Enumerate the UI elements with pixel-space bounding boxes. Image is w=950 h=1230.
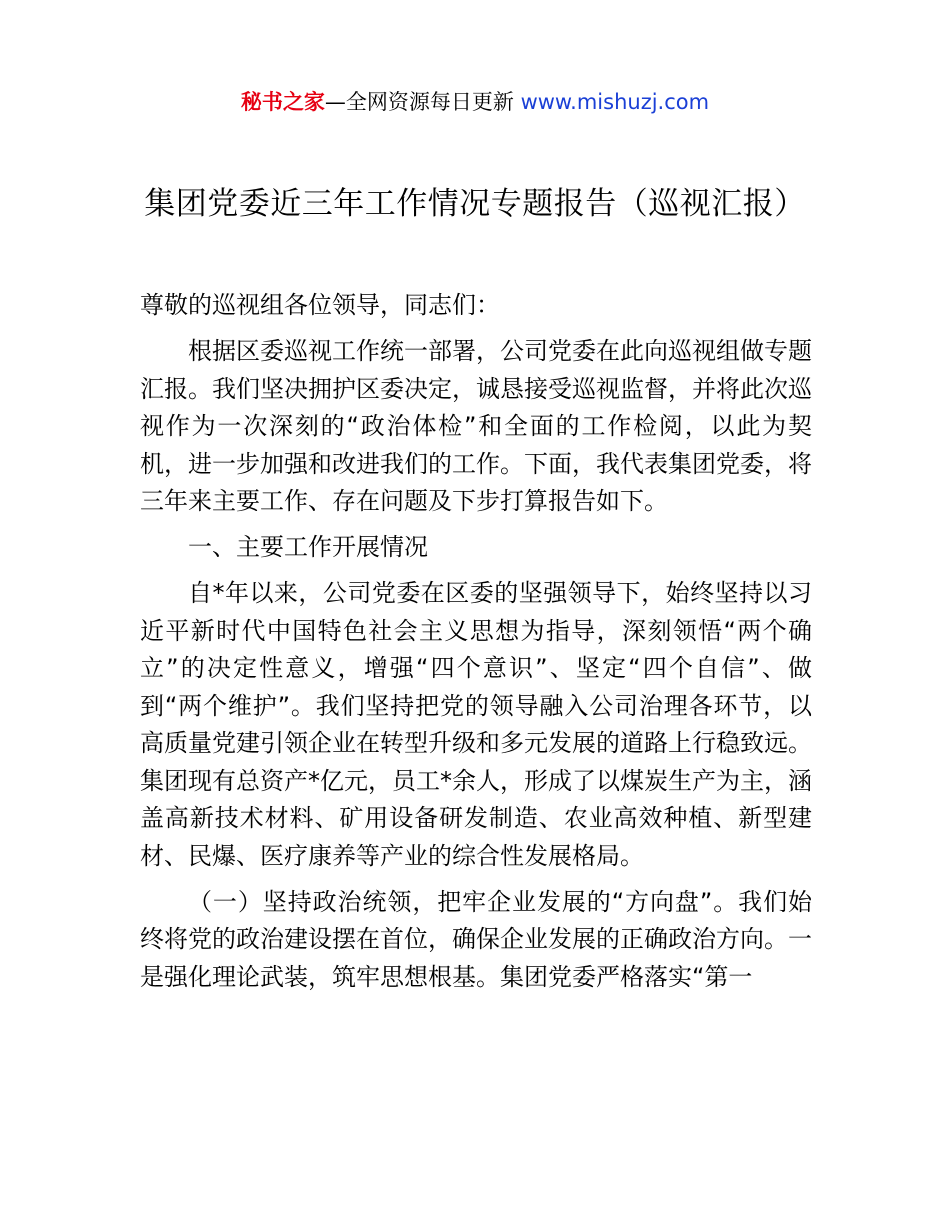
site-tagline: —全网资源每日更新 bbox=[324, 90, 521, 114]
site-header bbox=[0, 86, 950, 118]
salutation: 尊敬的巡视组各位领导，同志们： bbox=[140, 291, 500, 319]
paragraph-intro: 根据区委巡视工作统一部署，公司党委在此向巡视组做专题汇报。我们坚决拥护区委决定，诚恳接受巡视监督，并将此次巡视作为一次深刻的“政治体检”和全面的工作检阅，以此为契机，进一步加强和改进我们的工作。下面，我代表集团党委，将三年来主要工作、存在问题及下步打算报告如下。 bbox=[140, 337, 812, 515]
paragraph-subsection-1: （一）坚持政治统领，把牢企业发展的“方向盘”。我们始终将党的政治建设摆在首位，确保企业发展的正确政治方向。一是强化理论武装，筑牢思想根基。集团党委严格落实“第一 bbox=[140, 887, 812, 991]
site-url-link[interactable]: www.mishuzj.com bbox=[520, 90, 710, 114]
document-title: 集团党委近三年工作情况专题报告（巡视汇报） bbox=[144, 186, 806, 222]
document-body bbox=[140, 287, 812, 1005]
section-heading-1: 一、主要工作开展情况 bbox=[188, 533, 428, 561]
brand-name: 秘书之家 bbox=[240, 90, 325, 114]
paragraph-overview: 自*年以来，公司党委在区委的坚强领导下，始终坚持以习近平新时代中国特色社会主义思想为指导，深刻领悟“两个确立”的决定性意义，增强“四个意识”、坚定“四个自信”、做到“两个维护”。我们坚持把党的领导融入公司治理各环节，以高质量党建引领企业在转型升级和多元发展的道路上行稳致远。集团现有总资产*亿元，员工*余人，形成了以煤炭生产为主，涵盖高新技术材料、矿用设备研发制造、农业高效种植、新型建材、民爆、医疗康养等产业的综合性发展格局。 bbox=[140, 579, 812, 870]
